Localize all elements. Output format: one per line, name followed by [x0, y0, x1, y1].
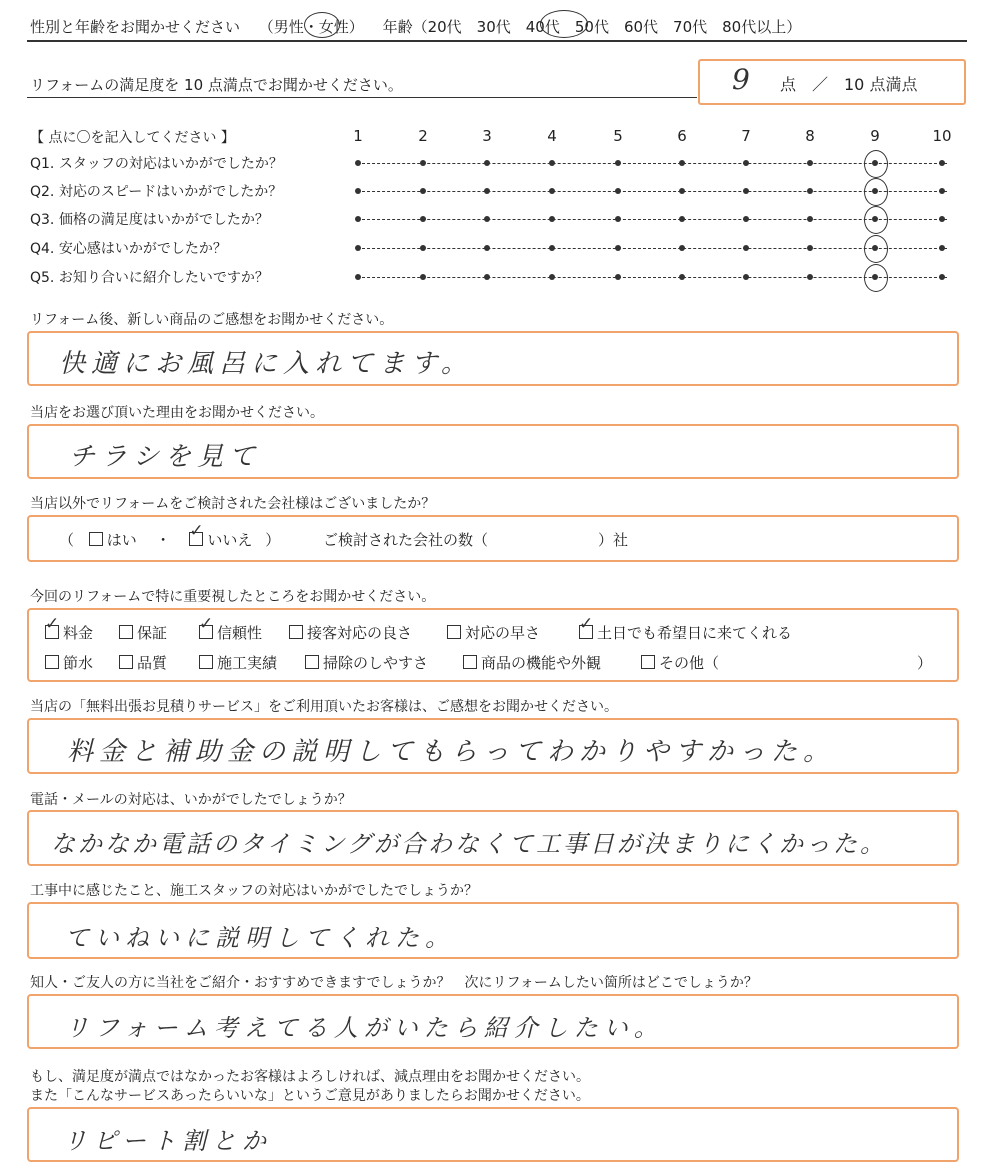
- gender-age-label: [30, 16, 801, 37]
- question-label: Q5. お知り合いに紹介したいですか？: [30, 270, 269, 286]
- scale-number: 7: [741, 127, 751, 145]
- s4-other-close: ）: [917, 654, 933, 672]
- s5-answer: 料金と補助金の説明してもらってわかりやすかった。: [67, 737, 836, 767]
- s4-option-label: 信頼性: [217, 624, 263, 642]
- s3-close: ）: [265, 531, 281, 549]
- s4-option: [579, 622, 792, 643]
- s9-answer: リピート割とか: [63, 1127, 273, 1155]
- rating-dot[interactable]: [679, 188, 685, 194]
- s3-count: [323, 529, 628, 550]
- s5-answer-box: [27, 718, 959, 774]
- s8-answer: リフォーム考えてる人がいたら紹介したい。: [65, 1014, 664, 1042]
- s4-option-label: 商品の機能や外観: [481, 654, 602, 672]
- rating-dot[interactable]: [420, 160, 426, 166]
- gender-options: （男性・女性）: [258, 18, 364, 36]
- rating-dot[interactable]: [484, 274, 490, 280]
- rating-dot[interactable]: [355, 216, 361, 222]
- s4-option-checkbox[interactable]: [119, 655, 133, 669]
- rating-dot[interactable]: [743, 216, 749, 222]
- s4-option-label: 接客対応の良さ: [307, 624, 413, 642]
- s6-answer: なかなか電話のタイミングが合わなくて工事日が決まりにくかった。: [51, 830, 888, 858]
- question-label: Q1. スタッフの対応はいかがでしたか？: [30, 156, 283, 172]
- rating-dot[interactable]: [615, 245, 621, 251]
- satisfaction-underline: [27, 97, 697, 98]
- rating-dot[interactable]: [484, 245, 490, 251]
- s1-label: リフォーム後、新しい商品のご感想をお聞かせください。: [30, 312, 394, 328]
- rating-dot[interactable]: [743, 160, 749, 166]
- s4-option-checkbox[interactable]: [463, 655, 477, 669]
- rating-dot[interactable]: [615, 188, 621, 194]
- rating-line: [357, 219, 947, 220]
- rating-circle-mark: [864, 150, 888, 178]
- rating-dot[interactable]: [420, 245, 426, 251]
- rating-dot[interactable]: [549, 216, 555, 222]
- s7-label: 工事中に感じたこと、施工スタッフの対応はいかがでしたでしょうか？: [30, 883, 478, 899]
- s4-option: [289, 622, 412, 643]
- s4-option: [305, 652, 428, 673]
- rating-instruction: 【 点に〇を記入してください 】: [30, 130, 235, 146]
- s4-option: [45, 622, 93, 643]
- rating-dot[interactable]: [484, 188, 490, 194]
- s4-option: [447, 622, 540, 643]
- s3-no-label: いいえ: [207, 531, 253, 549]
- rating-dot[interactable]: [939, 274, 945, 280]
- s4-option-checkbox[interactable]: [199, 625, 213, 639]
- scale-number: 2: [418, 127, 428, 145]
- rating-dot[interactable]: [549, 245, 555, 251]
- rating-dot[interactable]: [743, 274, 749, 280]
- gender-label: 性別と年齢をお聞かせください: [30, 18, 241, 36]
- s4-option: [463, 652, 601, 673]
- s4-option-label: 掃除のしやすさ: [323, 654, 429, 672]
- s4-option-checkbox[interactable]: [45, 655, 59, 669]
- scale-number: 10: [932, 127, 952, 145]
- satisfaction-unit: 点 ／ 10 点満点: [780, 75, 918, 94]
- rating-dot[interactable]: [807, 245, 813, 251]
- s3-yes-label: はい: [106, 531, 137, 549]
- s2-answer: チラシを見て: [69, 442, 262, 472]
- s3-count-label: ご検討された会社の数（: [323, 531, 489, 549]
- rating-dot[interactable]: [615, 160, 621, 166]
- rating-circle-mark: [864, 264, 888, 292]
- s3-yes-checkbox[interactable]: [89, 532, 103, 546]
- rating-dot[interactable]: [743, 245, 749, 251]
- s6-label: 電話・メールの対応は、いかがでしたでしょうか？: [30, 792, 352, 808]
- s3-count-suffix: ）社: [598, 531, 629, 549]
- s4-option-label: 施工実績: [217, 654, 278, 672]
- question-label: Q2. 対応のスピードはいかがでしたか？: [30, 184, 283, 200]
- rating-dot[interactable]: [615, 216, 621, 222]
- s4-option: [119, 622, 167, 643]
- rating-line: [357, 277, 947, 278]
- rating-dot[interactable]: [679, 274, 685, 280]
- s4-option-label: その他（: [659, 654, 720, 672]
- age-label: 年齢（20代 30代 40代 50代 60代 70代 80代以上）: [382, 18, 802, 36]
- scale-number: 8: [805, 127, 815, 145]
- s9-label-2: また「こんなサービスあったらいいな」というご意見がありましたらお聞かせください。: [30, 1088, 590, 1104]
- rating-dot[interactable]: [355, 245, 361, 251]
- rating-circle-mark: [864, 206, 888, 234]
- rating-dot[interactable]: [679, 216, 685, 222]
- rating-line: [357, 248, 947, 249]
- age-40-circle: [540, 10, 588, 38]
- satisfaction-score-box: [698, 59, 966, 105]
- rating-circle-mark: [864, 178, 888, 206]
- s6-answer-box: [27, 810, 959, 866]
- s4-label: 今回のリフォームで特に重要視したところをお聞かせください。: [30, 589, 436, 605]
- rating-dot[interactable]: [939, 245, 945, 251]
- male-circle: [304, 12, 340, 38]
- rating-dot[interactable]: [615, 274, 621, 280]
- s4-option: [641, 652, 719, 673]
- rating-dot[interactable]: [420, 274, 426, 280]
- s4-option-checkbox[interactable]: [45, 625, 59, 639]
- s4-option: [45, 652, 93, 673]
- s4-option: [199, 652, 277, 673]
- rating-dot[interactable]: [939, 160, 945, 166]
- s4-option-checkbox[interactable]: [447, 625, 461, 639]
- rating-dot[interactable]: [420, 216, 426, 222]
- s4-option-label: 対応の早さ: [465, 624, 541, 642]
- rating-dot[interactable]: [355, 188, 361, 194]
- s4-box: [27, 608, 959, 682]
- rating-dot[interactable]: [743, 188, 749, 194]
- s4-option-checkbox[interactable]: [289, 625, 303, 639]
- s1-answer: 快適にお風呂に入れてます。: [59, 349, 473, 379]
- s5-label: 当店の「無料出張お見積りサービス」をご利用頂いたお客様は、ご感想をお聞かせください。: [30, 699, 618, 715]
- satisfaction-label: リフォームの満足度を 10 点満点でお聞かせください。: [30, 76, 403, 94]
- s3-no-checkbox[interactable]: [189, 532, 203, 546]
- rating-dot[interactable]: [807, 160, 813, 166]
- header-divider: [27, 40, 967, 42]
- s9-answer-box: [27, 1107, 959, 1162]
- rating-dot[interactable]: [807, 274, 813, 280]
- s2-answer-box: [27, 424, 959, 479]
- s4-option-checkbox[interactable]: [579, 625, 593, 639]
- s4-option-label: 保証: [137, 624, 168, 642]
- s3-label: 当店以外でリフォームをご検討された会社様はございましたか？: [30, 496, 436, 512]
- scale-number: 9: [870, 127, 880, 145]
- question-label: Q4. 安心感はいかがでしたか？: [30, 241, 227, 257]
- rating-dot[interactable]: [679, 160, 685, 166]
- rating-line: [357, 163, 947, 164]
- s4-option-label: 土日でも希望日に来てくれる: [597, 624, 793, 642]
- s4-option: [119, 652, 167, 673]
- rating-dot[interactable]: [939, 216, 945, 222]
- rating-circle-mark: [864, 235, 888, 263]
- s8-answer-box: [27, 994, 959, 1049]
- s3-box: [27, 515, 959, 562]
- rating-line: [357, 191, 947, 192]
- s4-option: [199, 622, 262, 643]
- s3-dot: ・: [155, 531, 171, 549]
- rating-dot[interactable]: [807, 216, 813, 222]
- rating-dot[interactable]: [549, 274, 555, 280]
- rating-dot[interactable]: [484, 216, 490, 222]
- s7-answer-box: [27, 902, 959, 959]
- s4-option-checkbox[interactable]: [641, 655, 655, 669]
- s4-option-label: 料金: [63, 624, 94, 642]
- scale-number: 6: [677, 127, 687, 145]
- rating-dot[interactable]: [807, 188, 813, 194]
- rating-dot[interactable]: [679, 245, 685, 251]
- s4-option-checkbox[interactable]: [199, 655, 213, 669]
- s8-label: 知人・ご友人の方に当社をご紹介・おすすめできますでしょうか？ 次にリフォームしたい箇所はどこでしょうか？: [30, 975, 758, 991]
- s7-answer: ていねいに説明してくれた。: [65, 924, 455, 952]
- rating-dot[interactable]: [420, 188, 426, 194]
- rating-dot[interactable]: [355, 160, 361, 166]
- scale-number: 4: [547, 127, 557, 145]
- scale-number: 5: [613, 127, 623, 145]
- s4-option-checkbox[interactable]: [119, 625, 133, 639]
- scale-number: 1: [353, 127, 363, 145]
- rating-dot[interactable]: [355, 274, 361, 280]
- s1-answer-box: [27, 331, 959, 386]
- rating-dot[interactable]: [549, 160, 555, 166]
- s9-label-1: もし、満足度が満点ではなかったお客様はよろしければ、減点理由をお聞かせください。: [30, 1069, 590, 1085]
- s2-label: 当店をお選び頂いた理由をお聞かせください。: [30, 405, 324, 421]
- s4-option-label: 節水: [63, 654, 94, 672]
- s3-open: （: [59, 531, 75, 549]
- question-label: Q3. 価格の満足度はいかがでしたか？: [30, 212, 269, 228]
- rating-dot[interactable]: [484, 160, 490, 166]
- rating-dot[interactable]: [549, 188, 555, 194]
- s4-option-label: 品質: [137, 654, 168, 672]
- s4-option-checkbox[interactable]: [305, 655, 319, 669]
- scale-number: 3: [482, 127, 492, 145]
- rating-dot[interactable]: [939, 188, 945, 194]
- satisfaction-score: 9: [732, 63, 750, 96]
- s3-options: [59, 529, 280, 550]
